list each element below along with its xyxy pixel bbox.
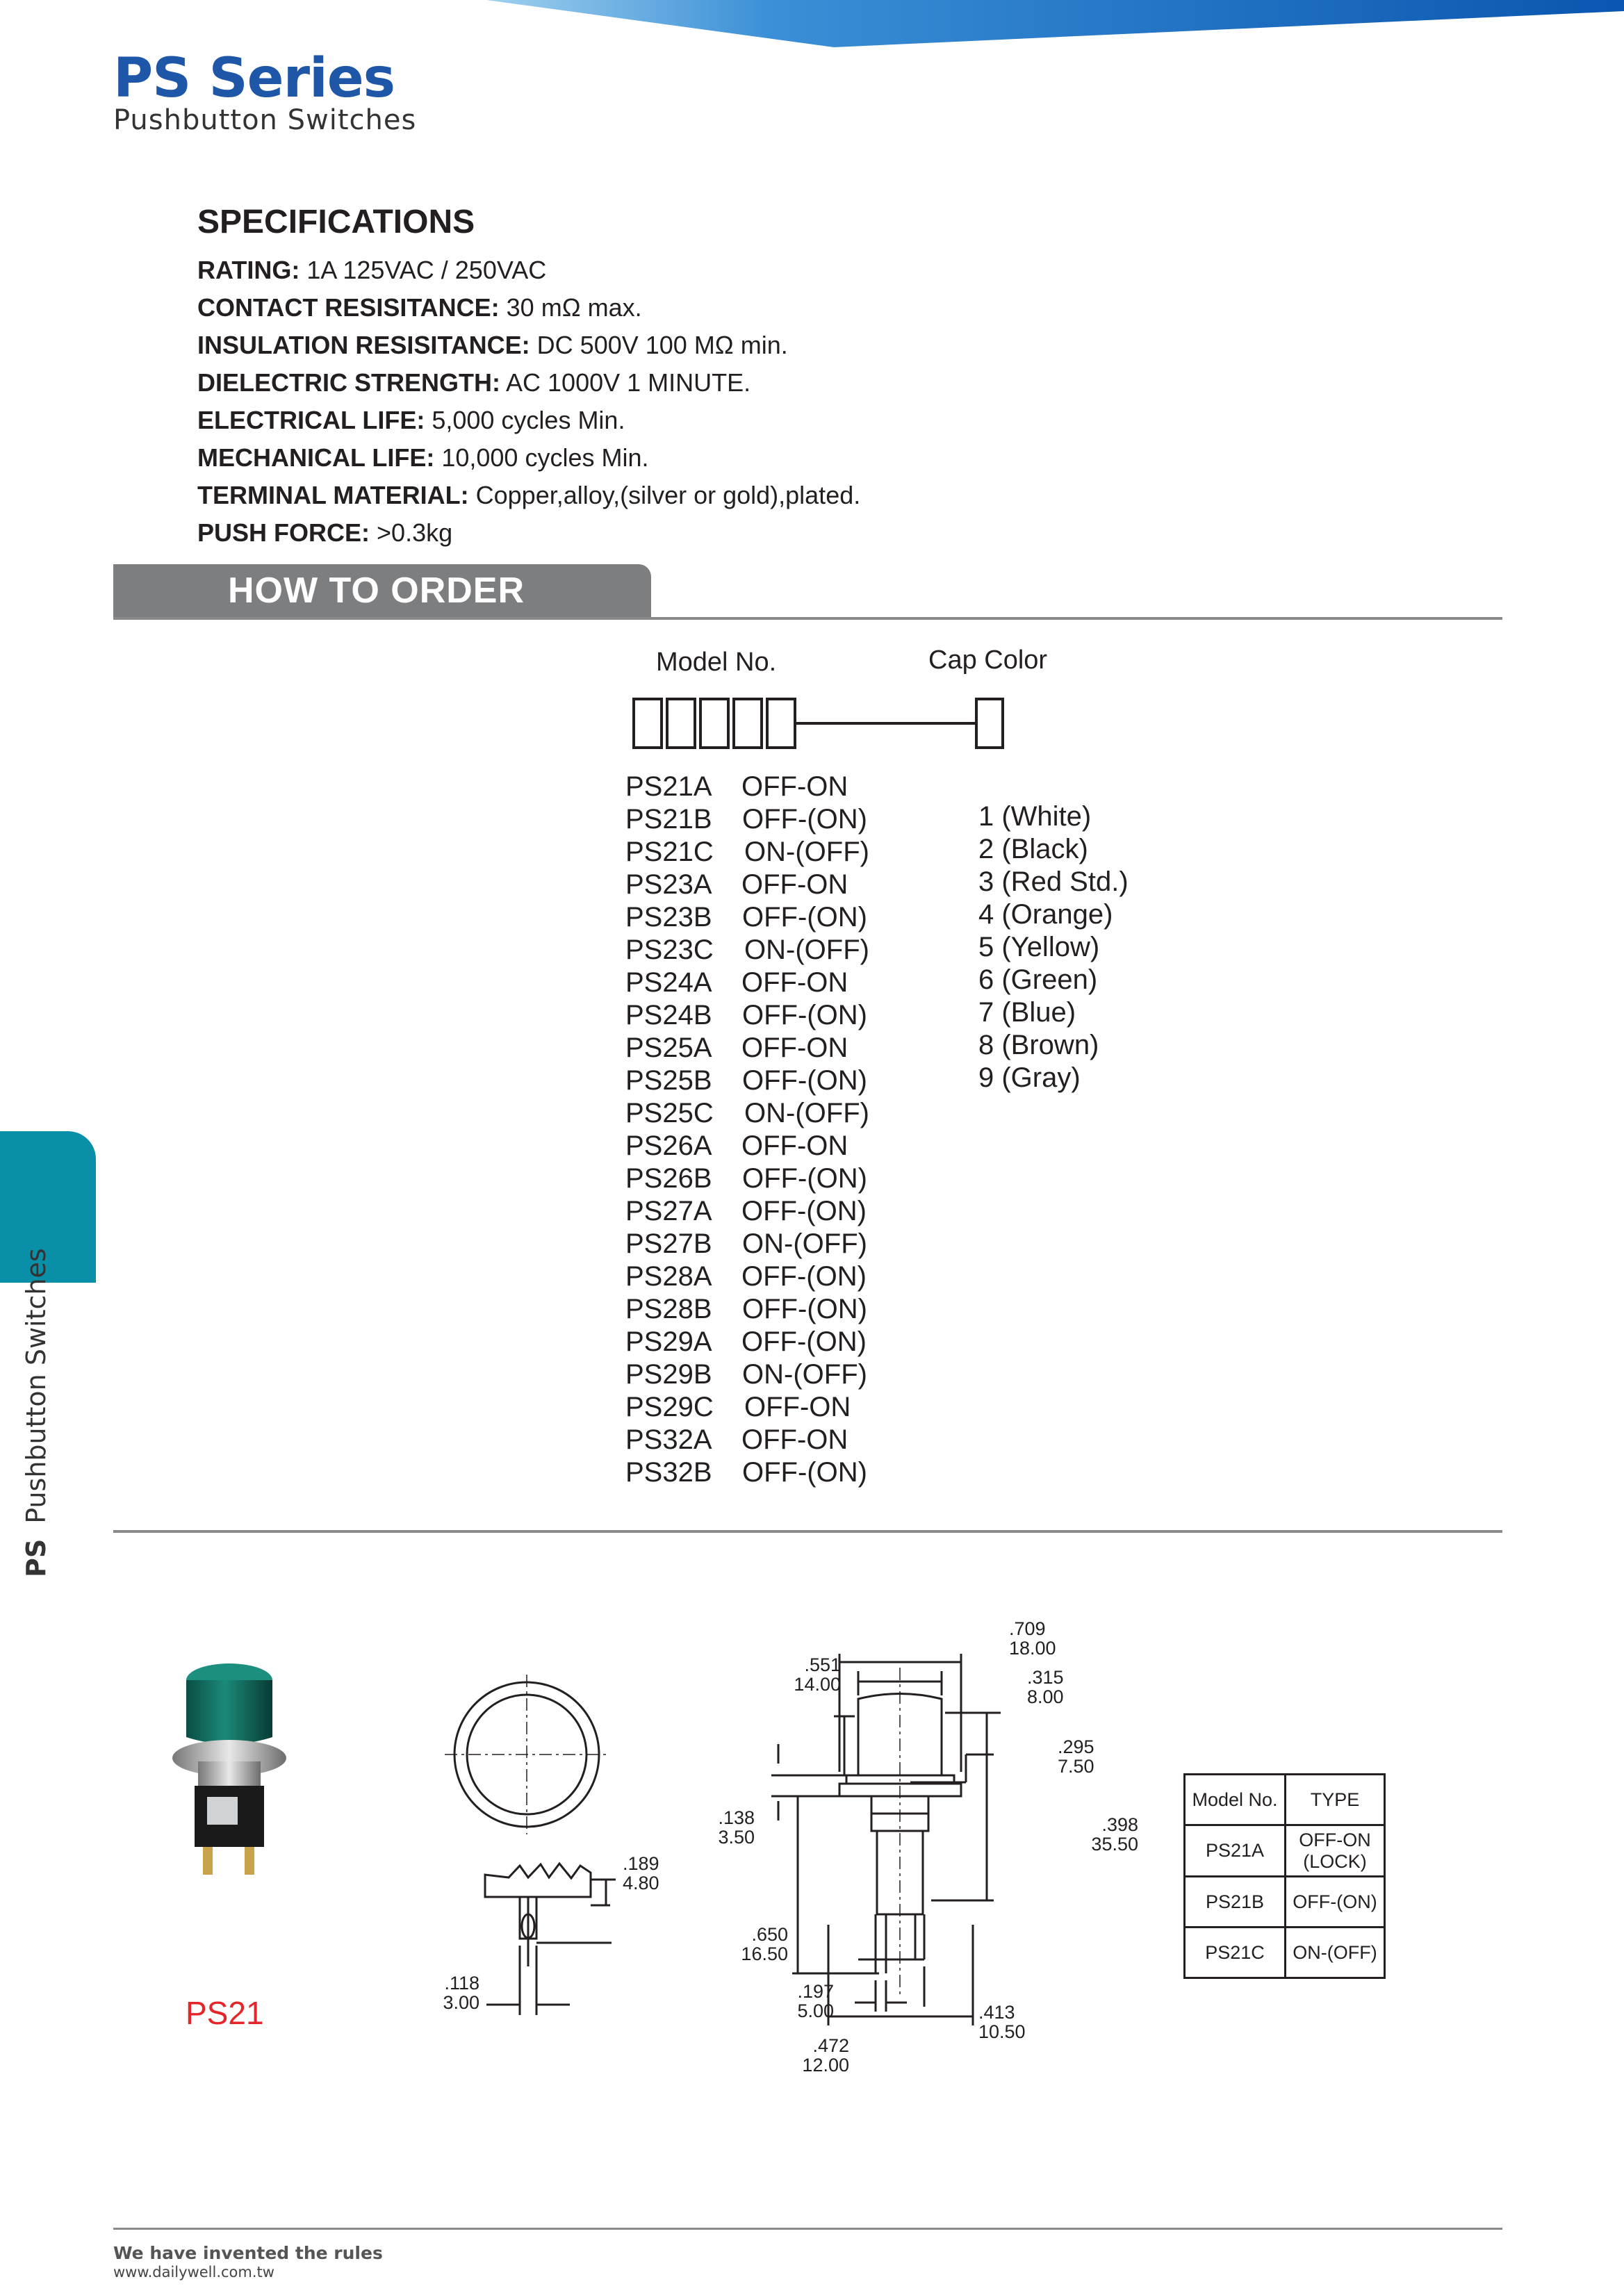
model-no-label: Model No. — [656, 648, 777, 677]
cap-color-item: 6 (Green) — [978, 964, 1098, 995]
table-cell-type: OFF-ON (LOCK) — [1286, 1825, 1385, 1877]
table-row — [1185, 1825, 1385, 1877]
dim-197: .197 5.00 — [797, 1981, 834, 2021]
footer-divider — [113, 2228, 1502, 2230]
spec-insulation-resistance: INSULATION RESISITANCE: DC 500V 100 MΩ min. — [197, 331, 788, 359]
table-header-model: Model No. — [1185, 1775, 1286, 1825]
dim-398: .398 35.50 — [1091, 1814, 1138, 1855]
cap-color-item: 1 (White) — [978, 801, 1092, 832]
order-code-diagram — [625, 688, 1015, 757]
table-header-row — [1185, 1775, 1385, 1825]
table-row — [1185, 1928, 1385, 1978]
cap-color-item: 4 (Orange) — [978, 899, 1113, 930]
cap-color-item: 3 (Red Std.) — [978, 866, 1129, 897]
dim-138: .138 3.50 — [718, 1807, 755, 1848]
spec-dielectric-strength: DIELECTRIC STRENGTH: AC 1000V 1 MINUTE. — [197, 368, 751, 397]
table-cell-type: ON-(OFF) — [1286, 1928, 1385, 1978]
cap-color-item: 7 (Blue) — [978, 997, 1076, 1028]
spec-mechanical-life: MECHANICAL LIFE: 10,000 cycles Min. — [197, 443, 649, 472]
dimension-drawing — [417, 1605, 1154, 2091]
table-header-type: TYPE — [1286, 1775, 1385, 1825]
dim-709: .709 18.00 — [1009, 1618, 1056, 1659]
cap-color-item: 5 (Yellow) — [978, 932, 1100, 962]
dim-650: .650 16.50 — [741, 1924, 788, 1964]
section-divider — [113, 1530, 1502, 1533]
table-cell-type: OFF-(ON) — [1286, 1877, 1385, 1928]
dim-295: .295 7.50 — [1058, 1736, 1094, 1777]
section-divider — [113, 617, 1502, 620]
product-label: PS21 — [186, 1995, 264, 2031]
table-row — [1185, 1877, 1385, 1928]
product-photo — [167, 1661, 292, 1890]
spec-rating: RATING: 1A 125VAC / 250VAC — [197, 256, 547, 284]
dim-551: .551 14.00 — [794, 1654, 841, 1695]
spec-terminal-material: TERMINAL MATERIAL: Copper,alloy,(silver or gold),plated. — [197, 481, 861, 509]
table-cell-model: PS21B — [1185, 1877, 1286, 1928]
how-to-order-title: HOW TO ORDER — [228, 570, 525, 611]
dim-118: .118 3.00 — [443, 1973, 479, 2013]
header-band — [0, 0, 1624, 50]
dim-472: .472 12.00 — [802, 2035, 849, 2076]
footer-url[interactable]: www.dailywell.com.tw — [113, 2264, 274, 2280]
dim-413: .413 10.50 — [978, 2002, 1026, 2042]
spec-contact-resistance: CONTACT RESISITANCE: 30 mΩ max. — [197, 293, 642, 322]
table-cell-model: PS21C — [1185, 1928, 1286, 1978]
specifications-heading: SPECIFICATIONS — [197, 204, 475, 240]
dim-189: .189 4.80 — [623, 1853, 659, 1893]
side-label: PSPushbutton Switches — [21, 1248, 51, 1577]
dim-315: .315 8.00 — [1027, 1667, 1064, 1707]
spec-electrical-life: ELECTRICAL LIFE: 5,000 cycles Min. — [197, 406, 625, 434]
type-table — [1183, 1773, 1386, 1979]
cap-color-item: 8 (Brown) — [978, 1030, 1099, 1060]
cap-color-label: Cap Color — [928, 646, 1048, 675]
spec-push-force: PUSH FORCE: >0.3kg — [197, 518, 453, 547]
cap-color-item: 2 (Black) — [978, 834, 1088, 864]
cap-color-item: 9 (Gray) — [978, 1062, 1081, 1093]
series-title: PS Series — [113, 47, 395, 110]
table-cell-model: PS21A — [1185, 1825, 1286, 1877]
footer-slogan: We have invented the rules — [113, 2243, 383, 2263]
series-subtitle: Pushbutton Switches — [113, 104, 417, 136]
